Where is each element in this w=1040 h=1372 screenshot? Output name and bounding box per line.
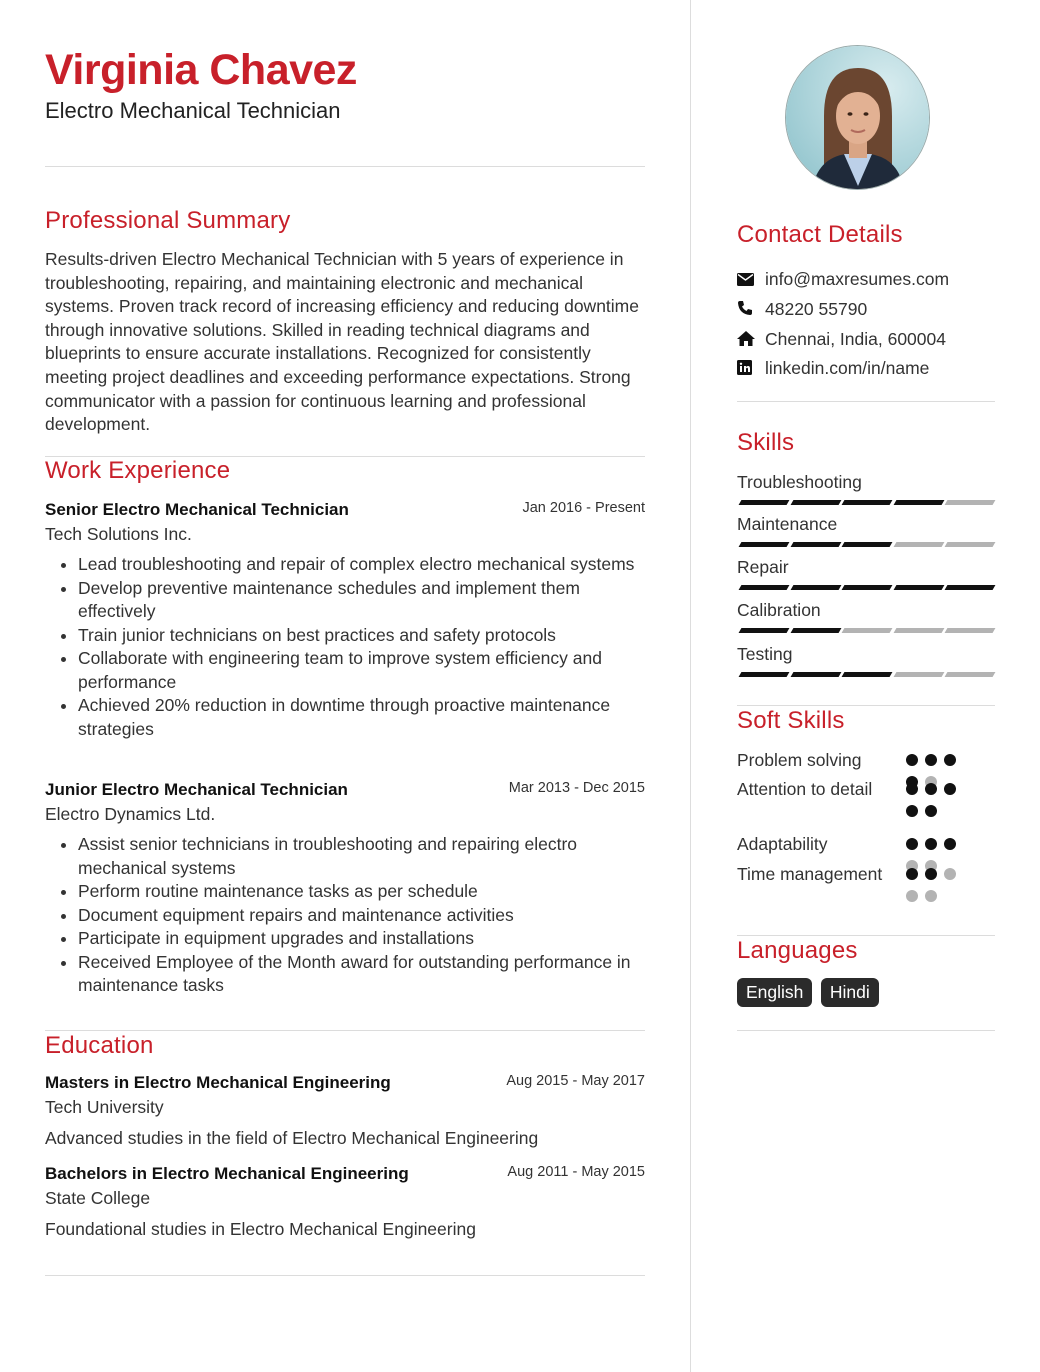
school-name: State College <box>45 1188 151 1208</box>
rating-dot <box>925 868 937 880</box>
skill-bar-segment <box>739 500 790 505</box>
school-name: Tech University <box>45 1097 164 1117</box>
skill-item <box>737 514 995 548</box>
education-entry <box>45 1073 645 1149</box>
soft-skill-item <box>737 833 995 857</box>
skill-item <box>737 600 995 634</box>
list-item: • Train junior technicians on best practices and safety protocols <box>78 624 645 648</box>
candidate-name: Virginia Chavez <box>45 46 357 94</box>
education-divider <box>45 1275 645 1276</box>
skill-label: Repair <box>737 557 789 577</box>
linkedin-icon <box>737 359 755 380</box>
contact-email[interactable] <box>737 269 949 291</box>
education-dates: Aug 2011 - May 2015 <box>507 1164 645 1180</box>
job-title: Senior Electro Mechanical Technician <box>45 500 349 519</box>
job-bullets <box>45 553 645 741</box>
skill-item <box>737 644 995 678</box>
header-divider <box>45 166 645 167</box>
summary-heading: Professional Summary <box>45 207 291 234</box>
rating-dot <box>906 890 918 902</box>
job-company: Tech Solutions Inc. <box>45 524 192 544</box>
rating-dot <box>906 783 918 795</box>
skill-label: Calibration <box>737 600 821 620</box>
soft-skill-item <box>737 749 995 773</box>
rating-dot <box>925 754 937 766</box>
list-item: • Document equipment repairs and maintenance activities <box>78 904 645 928</box>
list-item: • Collaborate with engineering team to improve system efficiency and performance <box>78 647 645 694</box>
column-divider <box>690 0 691 1372</box>
contact-email-text: info@maxresumes.com <box>765 269 950 289</box>
skill-bar-segment <box>739 585 790 590</box>
rating-dot <box>925 838 937 850</box>
language-badge: English <box>737 978 812 1007</box>
list-item: • Perform routine maintenance tasks as per schedule <box>78 880 645 904</box>
skill-bar-segment <box>893 585 944 590</box>
skill-bar-segment <box>842 672 893 677</box>
contact-phone-text: 48220 55790 <box>765 299 868 319</box>
skill-level-bar <box>737 542 995 548</box>
skill-bar-segment <box>790 500 841 505</box>
contact-address <box>737 329 946 351</box>
list-item: • Develop preventive maintenance schedules and implement them effectively <box>78 577 645 624</box>
rating-dot <box>906 868 918 880</box>
envelope-icon <box>737 270 755 291</box>
languages-list <box>737 978 883 1007</box>
summary-text: Results-driven Electro Mechanical Technician with 5 years of experience in troubleshooting, repairing, and maintaining electronic and mechanical systems. Proven track record of increasing efficiency and reducing downtime through innovative solutions. Skilled in reading technical diagrams and blueprints to ensure accurate installations. Recognized for consistently meeting project deadlines and exceeding performance expectations. Strong communicator with a passion for continuous learning and professional development. <box>45 249 639 435</box>
soft-skills-heading: Soft Skills <box>737 707 845 734</box>
home-icon <box>737 330 755 351</box>
skill-bar-segment <box>790 628 841 633</box>
skill-label: Maintenance <box>737 514 838 534</box>
soft-skill-label: Adaptability <box>737 834 828 854</box>
rating-dot <box>906 805 918 817</box>
list-item: • Received Employee of the Month award for outstanding performance in maintenance tasks <box>78 951 645 998</box>
list-item: • Assist senior technicians in troubleshooting and repairing electro mechanical systems <box>78 833 645 880</box>
education-entry <box>45 1164 645 1240</box>
job-dates: Jan 2016 - Present <box>522 500 645 516</box>
skill-bar-segment <box>790 672 841 677</box>
languages-heading: Languages <box>737 937 858 964</box>
candidate-title: Electro Mechanical Technician <box>45 98 341 123</box>
soft-skill-label: Attention to detail <box>737 779 873 799</box>
education-description: Advanced studies in the field of Electro Mechanical Engineering <box>45 1128 539 1148</box>
language-badge: Hindi <box>821 978 879 1007</box>
skill-level-bar <box>737 585 995 591</box>
job-bullets <box>45 833 645 998</box>
soft-skill-label: Time management <box>737 864 883 884</box>
skill-bar-segment <box>842 542 893 547</box>
skill-bar-segment <box>945 500 996 505</box>
soft-skills-divider <box>737 935 995 936</box>
experience-heading: Work Experience <box>45 457 231 484</box>
rating-dot <box>925 805 937 817</box>
skills-divider <box>737 705 995 706</box>
skill-bar-segment <box>790 585 841 590</box>
skill-bar-segment <box>842 628 893 633</box>
skill-bar-segment <box>893 542 944 547</box>
education-dates: Aug 2015 - May 2017 <box>506 1073 645 1089</box>
languages-divider <box>737 1030 995 1031</box>
skill-item <box>737 472 995 506</box>
job-dates: Mar 2013 - Dec 2015 <box>508 780 645 796</box>
contact-linkedin-text: linkedin.com/in/name <box>765 358 930 378</box>
education-description: Foundational studies in Electro Mechanical Engineering <box>45 1219 476 1239</box>
skill-bar-segment <box>739 542 790 547</box>
rating-dot <box>944 754 956 766</box>
skill-item <box>737 557 995 591</box>
rating-dot <box>925 783 937 795</box>
skill-label: Troubleshooting <box>737 472 862 492</box>
skill-bar-segment <box>945 628 996 633</box>
rating-dot <box>944 838 956 850</box>
degree-title: Bachelors in Electro Mechanical Engineering <box>45 1164 409 1183</box>
contact-linkedin[interactable] <box>737 358 929 380</box>
skill-bar-segment <box>945 585 996 590</box>
list-item: • Participate in equipment upgrades and installations <box>78 927 645 951</box>
skill-bar-segment <box>893 500 944 505</box>
skill-bar-segment <box>842 585 893 590</box>
soft-skill-rating <box>906 868 978 912</box>
rating-dot <box>906 838 918 850</box>
contact-address-text: Chennai, India, 600004 <box>765 329 946 349</box>
skill-bar-segment <box>945 542 996 547</box>
experience-divider <box>45 1030 645 1031</box>
rating-dot <box>944 868 956 880</box>
rating-dot <box>944 783 956 795</box>
skill-level-bar <box>737 628 995 634</box>
skill-bar-segment <box>739 628 790 633</box>
soft-skill-rating <box>906 783 978 827</box>
skill-bar-segment <box>842 500 893 505</box>
skill-bar-segment <box>790 542 841 547</box>
skill-bar-segment <box>893 672 944 677</box>
rating-dot <box>906 754 918 766</box>
skill-label: Testing <box>737 644 793 664</box>
skill-bar-segment <box>893 628 944 633</box>
soft-skill-item <box>737 863 995 887</box>
education-heading: Education <box>45 1032 154 1059</box>
job-company: Electro Dynamics Ltd. <box>45 804 216 824</box>
contact-divider <box>737 401 995 402</box>
contact-phone[interactable] <box>737 299 867 321</box>
rating-dot <box>925 890 937 902</box>
job-entry <box>45 500 645 741</box>
list-item: • Achieved 20% reduction in downtime through proactive maintenance strategies <box>78 694 645 741</box>
soft-skill-item <box>737 778 995 802</box>
job-entry <box>45 780 645 998</box>
soft-skill-label: Problem solving <box>737 750 862 770</box>
skill-level-bar <box>737 500 995 506</box>
skill-level-bar <box>737 672 995 678</box>
contact-heading: Contact Details <box>737 221 903 248</box>
skill-bar-segment <box>739 672 790 677</box>
job-title: Junior Electro Mechanical Technician <box>45 780 348 799</box>
skill-bar-segment <box>945 672 996 677</box>
profile-photo <box>785 45 930 190</box>
list-item: • Lead troubleshooting and repair of complex electro mechanical systems <box>78 553 645 577</box>
degree-title: Masters in Electro Mechanical Engineering <box>45 1073 391 1092</box>
phone-icon <box>737 300 755 321</box>
skills-heading: Skills <box>737 429 795 456</box>
